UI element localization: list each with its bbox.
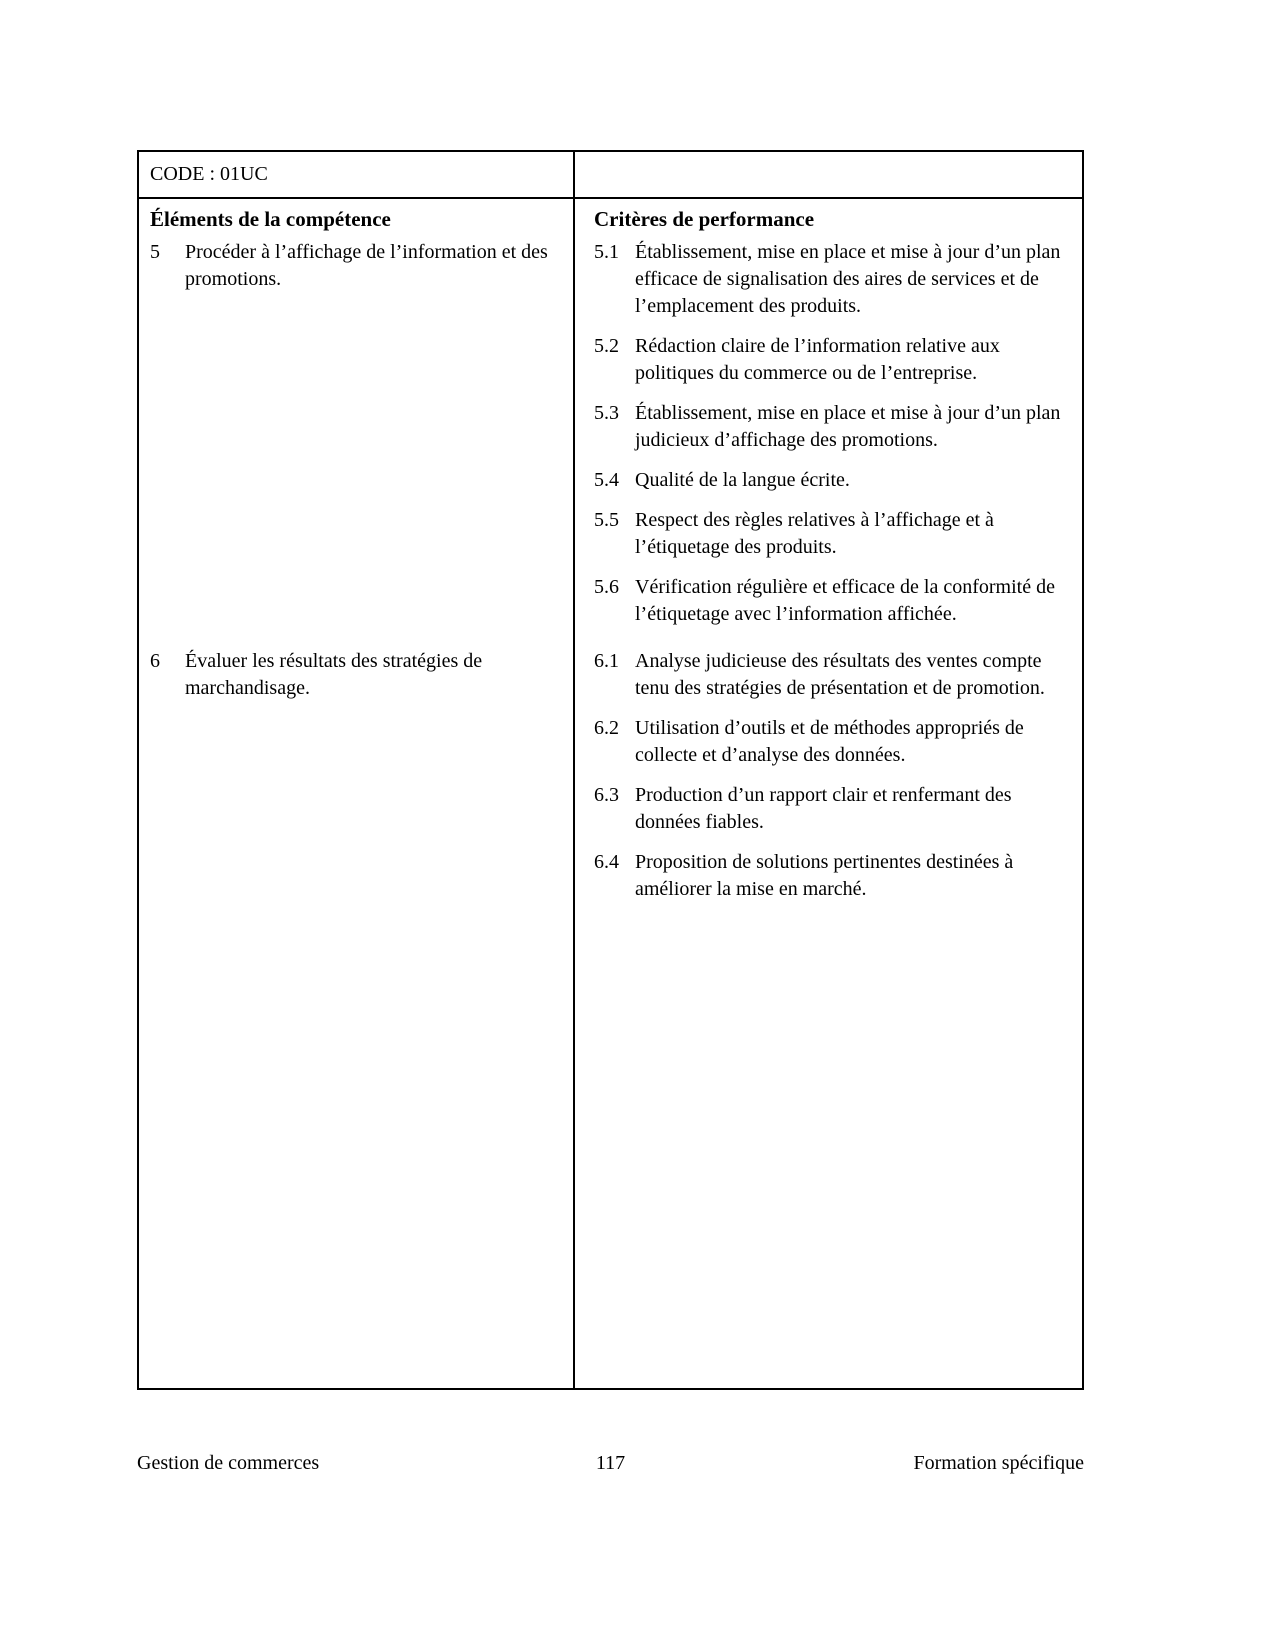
criterion-text: Production d’un rapport clair et renfermant des données fiables. <box>635 784 1012 833</box>
criterion-text: Établissement, mise en place et mise à jour d’un plan efficace de signalisation des aires de services et de l’emplacement des produits. <box>635 241 1061 317</box>
criterion-text: Établissement, mise en place et mise à jour d’un plan judicieux d’affichage des promotions. <box>635 402 1061 451</box>
criterion-number: 5.3 <box>594 402 619 424</box>
criterion-item <box>594 782 1070 836</box>
code-row <box>139 152 1082 199</box>
competency-group-5 <box>139 236 1082 645</box>
criterion-item <box>594 648 1070 702</box>
criterion-item <box>594 715 1070 769</box>
criterion-number: 6.2 <box>594 717 619 739</box>
criterion-text: Vérification régulière et efficace de la conformité de l’étiquetage avec l’information affichée. <box>635 576 1055 625</box>
criterion-text: Respect des règles relatives à l’affichage et à l’étiquetage des produits. <box>635 509 994 558</box>
criterion-number: 6.4 <box>594 851 619 873</box>
criteria-header-cell <box>575 199 1082 236</box>
footer-section-name: Formation spécifique <box>913 1452 1084 1474</box>
footer-program-name: Gestion de commerces <box>137 1452 320 1474</box>
criterion-item <box>594 239 1070 320</box>
element-cell <box>139 645 575 1388</box>
table-header-row <box>139 199 1082 236</box>
element-item <box>150 648 559 702</box>
criteria-header: Critères de performance <box>594 207 815 231</box>
element-text: Procéder à l’affichage de l’information et des promotions. <box>185 241 548 290</box>
competency-table <box>137 150 1084 1390</box>
criteria-cell <box>575 236 1082 645</box>
code-label: CODE : 01UC <box>150 163 268 185</box>
competency-group-6 <box>139 645 1082 1388</box>
criterion-item <box>594 574 1070 628</box>
element-number: 5 <box>150 241 160 263</box>
criterion-number: 5.1 <box>594 241 619 263</box>
elements-header-cell <box>139 199 575 236</box>
element-cell <box>139 236 575 645</box>
criterion-item <box>594 400 1070 454</box>
page-footer <box>137 1450 1084 1477</box>
criterion-number: 5.6 <box>594 576 619 598</box>
element-number: 6 <box>150 650 160 672</box>
criterion-text: Utilisation d’outils et de méthodes appropriés de collecte et d’analyse des données. <box>635 717 1024 766</box>
criterion-number: 6.1 <box>594 650 619 672</box>
criterion-number: 5.5 <box>594 509 619 531</box>
element-text: Évaluer les résultats des stratégies de marchandisage. <box>185 650 483 699</box>
elements-header: Éléments de la compétence <box>150 207 391 231</box>
code-cell-empty <box>575 152 1082 197</box>
criterion-number: 5.4 <box>594 469 619 491</box>
page-number: 117 <box>595 1452 626 1474</box>
element-item <box>150 239 559 293</box>
criterion-item <box>594 849 1070 903</box>
criteria-cell <box>575 645 1082 1388</box>
criterion-text: Proposition de solutions pertinentes destinées à améliorer la mise en marché. <box>635 851 1014 900</box>
criterion-item <box>594 467 1070 494</box>
criterion-text: Qualité de la langue écrite. <box>635 469 850 491</box>
criterion-item <box>594 507 1070 561</box>
criterion-number: 6.3 <box>594 784 619 806</box>
criterion-item <box>594 333 1070 387</box>
criterion-text: Rédaction claire de l’information relative aux politiques du commerce ou de l’entreprise. <box>635 335 1000 384</box>
criterion-number: 5.2 <box>594 335 619 357</box>
criterion-text: Analyse judicieuse des résultats des ventes compte tenu des stratégies de présentation et de promotion. <box>635 650 1045 699</box>
code-cell <box>139 152 575 197</box>
